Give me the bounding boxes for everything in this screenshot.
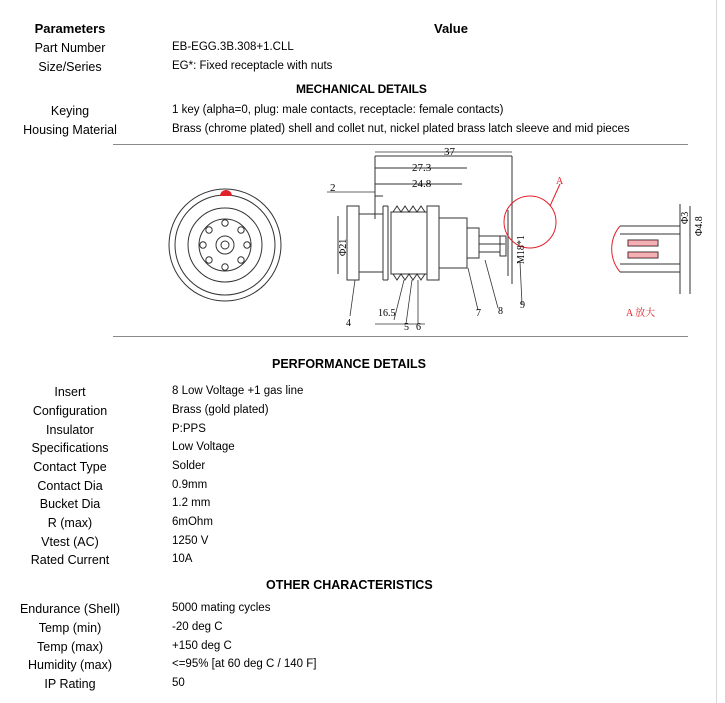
- row-label: Keying: [50, 104, 90, 118]
- row-label: Endurance (Shell): [19, 602, 121, 616]
- part-5: 5: [404, 322, 409, 333]
- row-value: 1 key (alpha=0, plug: male contacts, receptacle: female contacts): [172, 104, 504, 116]
- row-value: Solder: [172, 460, 206, 472]
- key-marker: [220, 190, 232, 196]
- row-value: P:PPS: [172, 423, 206, 435]
- dim-37: 37: [444, 146, 455, 158]
- detail-hatch-lower: [628, 252, 658, 258]
- row-value: 8 Low Voltage +1 gas line: [172, 385, 304, 397]
- row-value: 0.9mm: [172, 479, 208, 491]
- row-rated-current: [0, 553, 716, 571]
- row-value: +150 deg C: [172, 640, 232, 652]
- part-4: 4: [346, 318, 351, 329]
- row-value: -20 deg C: [172, 621, 223, 633]
- row-contact-dia: [0, 479, 716, 497]
- part-9: 9: [520, 300, 525, 311]
- row-label: Specifications: [31, 441, 109, 455]
- row-label: Bucket Dia: [39, 497, 101, 511]
- mechanical-details-heading: MECHANICAL DETAILS: [296, 82, 427, 96]
- row-value: 1.2 mm: [172, 497, 211, 509]
- row-part-number: [0, 41, 716, 59]
- row-r-max: [0, 516, 716, 534]
- dim-diameter-3: Φ3: [680, 211, 691, 224]
- part-6: 6: [416, 322, 421, 333]
- row-label: Insulator: [46, 423, 94, 437]
- row-temp-max: [0, 640, 716, 658]
- dim-2: 2: [330, 182, 336, 194]
- parameters-header: Parameters: [34, 21, 106, 36]
- performance-details-heading: PERFORMANCE DETAILS: [272, 357, 426, 371]
- row-value: Low Voltage: [172, 441, 235, 453]
- row-value: 1250 V: [172, 535, 209, 547]
- row-label: Rated Current: [30, 553, 110, 567]
- dim-24-8: 24.8: [412, 178, 432, 190]
- row-size-series: [0, 60, 716, 78]
- row-value: Brass (chrome plated) shell and collet nut, nickel plated brass latch sleeve and mid pieces: [172, 123, 630, 135]
- row-housing-material: [0, 123, 716, 141]
- row-value: 50: [172, 677, 185, 689]
- row-configuration: [0, 404, 716, 422]
- row-value: Brass (gold plated): [172, 404, 269, 416]
- value-header: Value: [434, 21, 468, 36]
- row-temp-min: [0, 621, 716, 639]
- dim-m18: M18*1: [516, 235, 527, 264]
- row-value: EB-EGG.3B.308+1.CLL: [172, 41, 294, 53]
- part-7: 7: [476, 308, 481, 319]
- row-label: Humidity (max): [27, 658, 113, 672]
- row-label: Vtest (AC): [41, 535, 99, 549]
- detail-hatch-upper: [628, 240, 658, 246]
- label-a: A: [556, 176, 564, 187]
- dim-diameter-4-8: Φ4.8: [694, 216, 705, 236]
- divider-bottom: [113, 336, 688, 337]
- row-label: Part Number: [34, 41, 106, 55]
- dim-16-5: 16.5: [378, 308, 396, 319]
- row-insert: [0, 385, 716, 403]
- row-contact-type: [0, 460, 716, 478]
- row-value: <=95% [at 60 deg C / 140 F]: [172, 658, 317, 670]
- row-label: Insert: [54, 385, 86, 399]
- row-label: Size/Series: [38, 60, 102, 74]
- row-label: Temp (max): [37, 640, 103, 654]
- row-ip-rating: [0, 677, 716, 695]
- row-value: EG*: Fixed receptacle with nuts: [172, 60, 333, 72]
- technical-drawing: [150, 144, 705, 336]
- row-bucket-dia: [0, 497, 716, 515]
- other-characteristics-heading: OTHER CHARACTERISTICS: [266, 578, 433, 592]
- detail-view: [612, 204, 690, 294]
- row-label: Contact Dia: [37, 479, 103, 493]
- part-8: 8: [498, 306, 503, 317]
- row-keying: [0, 104, 716, 122]
- dim-27-3: 27.3: [412, 162, 432, 174]
- row-label: R (max): [47, 516, 93, 530]
- row-specifications: [0, 441, 716, 459]
- row-label: IP Rating: [44, 677, 96, 691]
- dim-diameter-21: Φ21: [338, 238, 349, 256]
- row-value: 6mOhm: [172, 516, 213, 528]
- row-insulator: [0, 423, 716, 441]
- row-value: 5000 mating cycles: [172, 602, 271, 614]
- detail-a-label: A 放大: [626, 308, 656, 319]
- detail-leader: [550, 184, 560, 206]
- row-label: Housing Material: [23, 123, 117, 137]
- row-vtest: [0, 535, 716, 553]
- front-view: [169, 189, 281, 301]
- row-endurance: [0, 602, 716, 620]
- row-label: Configuration: [32, 404, 108, 418]
- row-label: Contact Type: [33, 460, 107, 474]
- row-humidity-max: [0, 658, 716, 676]
- row-label: Temp (min): [38, 621, 102, 635]
- row-value: 10A: [172, 553, 193, 565]
